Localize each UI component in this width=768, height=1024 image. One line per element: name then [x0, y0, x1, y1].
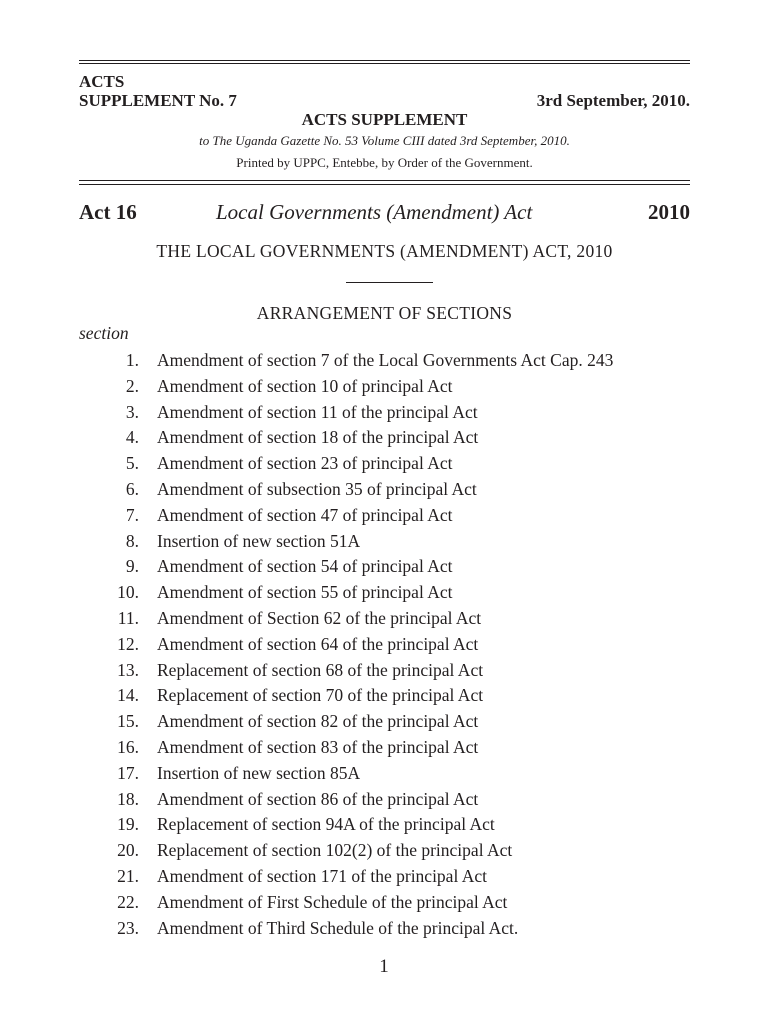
section-number: 14.: [117, 685, 139, 706]
list-item: [79, 916, 699, 942]
section-title: Replacement of section 94A of the principal Act: [157, 814, 495, 835]
section-number: 7.: [125, 504, 139, 525]
section-title: Replacement of section 102(2) of the principal Act: [157, 840, 513, 861]
list-item: [79, 529, 699, 555]
section-number: 1.: [125, 350, 139, 370]
list-item: [79, 709, 699, 735]
list-item: [79, 761, 699, 787]
arrangement-list: [79, 348, 699, 941]
section-number: 16.: [117, 736, 139, 757]
page-number: 1: [379, 956, 389, 977]
section-number: 22.: [117, 891, 139, 912]
act-full-title: THE LOCAL GOVERNMENTS (AMENDMENT) ACT, 2010: [156, 241, 613, 261]
section-title: Amendment of section 55 of principal Act: [157, 582, 453, 603]
section-title: Amendment of section 23 of principal Act: [157, 453, 453, 474]
list-item: [79, 735, 699, 761]
list-item: [79, 554, 699, 580]
section-number: 5.: [125, 453, 139, 474]
section-number: 6.: [125, 478, 139, 499]
list-item: [79, 374, 699, 400]
section-title: Insertion of new section 51A: [157, 530, 361, 551]
list-item: [79, 683, 699, 709]
section-title: Amendment of section 47 of principal Act: [157, 504, 453, 525]
supplement-date: 3rd September, 2010.: [536, 91, 690, 110]
section-title: Replacement of section 70 of the principal Act: [157, 685, 484, 706]
section-number: 10.: [117, 582, 139, 603]
section-title: Amendment of First Schedule of the principal Act: [157, 891, 508, 912]
section-number: 23.: [117, 917, 139, 938]
section-number: 12.: [117, 633, 139, 654]
section-number: 13.: [117, 659, 139, 680]
section-title: Amendment of Third Schedule of the principal Act.: [157, 917, 519, 938]
printer-note: Printed by UPPC, Entebbe, by Order of the Government.: [236, 155, 533, 170]
header-rule: [79, 180, 690, 181]
section-number: 21.: [117, 865, 139, 886]
section-number: 8.: [125, 530, 139, 551]
list-item: [79, 632, 699, 658]
act-title: Local Governments (Amendment) Act: [216, 200, 533, 224]
header-rule-second: [79, 184, 690, 185]
section-title: Amendment of section 18 of the principal Act: [157, 427, 479, 448]
section-title: Amendment of section 7 of the Local Governments Act Cap. 243: [157, 350, 614, 370]
section-number: 4.: [125, 427, 139, 448]
top-rule: [79, 60, 690, 61]
section-title: Amendment of section 82 of the principal Act: [157, 711, 479, 732]
act-heading: [79, 200, 690, 228]
section-number: 17.: [117, 762, 139, 783]
gazette-reference: to The Uganda Gazette No. 53 Volume CIII dated 3rd September, 2010.: [199, 133, 570, 148]
section-number: 11.: [117, 607, 139, 628]
section-title: Amendment of section 64 of the principal Act: [157, 633, 479, 654]
section-title: Amendment of section 86 of the principal Act: [157, 788, 479, 809]
list-item: [79, 580, 699, 606]
list-item: [79, 451, 699, 477]
section-title: Replacement of section 68 of the principal Act: [157, 659, 484, 680]
act-year: 2010: [648, 200, 690, 224]
list-item: [79, 864, 699, 890]
section-column-label: section: [79, 323, 129, 343]
list-item: [79, 477, 699, 503]
supplement-number: SUPPLEMENT No. 7: [79, 91, 237, 110]
section-title: Amendment of subsection 35 of principal Act: [157, 478, 477, 499]
list-item: [79, 787, 699, 813]
section-number: 3.: [125, 401, 139, 422]
section-title: Amendment of section 11 of the principal Act: [157, 401, 478, 422]
section-title: Amendment of Section 62 of the principal Act: [157, 607, 482, 628]
section-title: Amendment of section 83 of the principal Act: [157, 736, 479, 757]
section-number: 2.: [125, 375, 139, 396]
short-divider: [346, 282, 433, 283]
section-number: 9.: [125, 556, 139, 577]
list-item: [79, 838, 699, 864]
list-item: [79, 348, 699, 374]
section-number: 20.: [117, 840, 139, 861]
section-number: 18.: [117, 788, 139, 809]
list-item: [79, 606, 699, 632]
list-item: [79, 425, 699, 451]
list-item: [79, 890, 699, 916]
list-item: [79, 400, 699, 426]
act-number: Act 16: [79, 200, 137, 224]
section-number: 19.: [117, 814, 139, 835]
section-number: 15.: [117, 711, 139, 732]
arrangement-heading: ARRANGEMENT OF SECTIONS: [256, 303, 513, 323]
list-item: [79, 503, 699, 529]
section-title: Amendment of section 10 of principal Act: [157, 375, 453, 396]
list-item: [79, 658, 699, 684]
acts-label: ACTS: [79, 72, 125, 91]
section-title: Amendment of section 171 of the principal Act: [157, 865, 487, 886]
list-item: [79, 812, 699, 838]
section-title: Insertion of new section 85A: [157, 762, 361, 783]
top-rule-second: [79, 63, 690, 64]
supplement-title: ACTS SUPPLEMENT: [301, 110, 468, 129]
section-title: Amendment of section 54 of principal Act: [157, 556, 453, 577]
